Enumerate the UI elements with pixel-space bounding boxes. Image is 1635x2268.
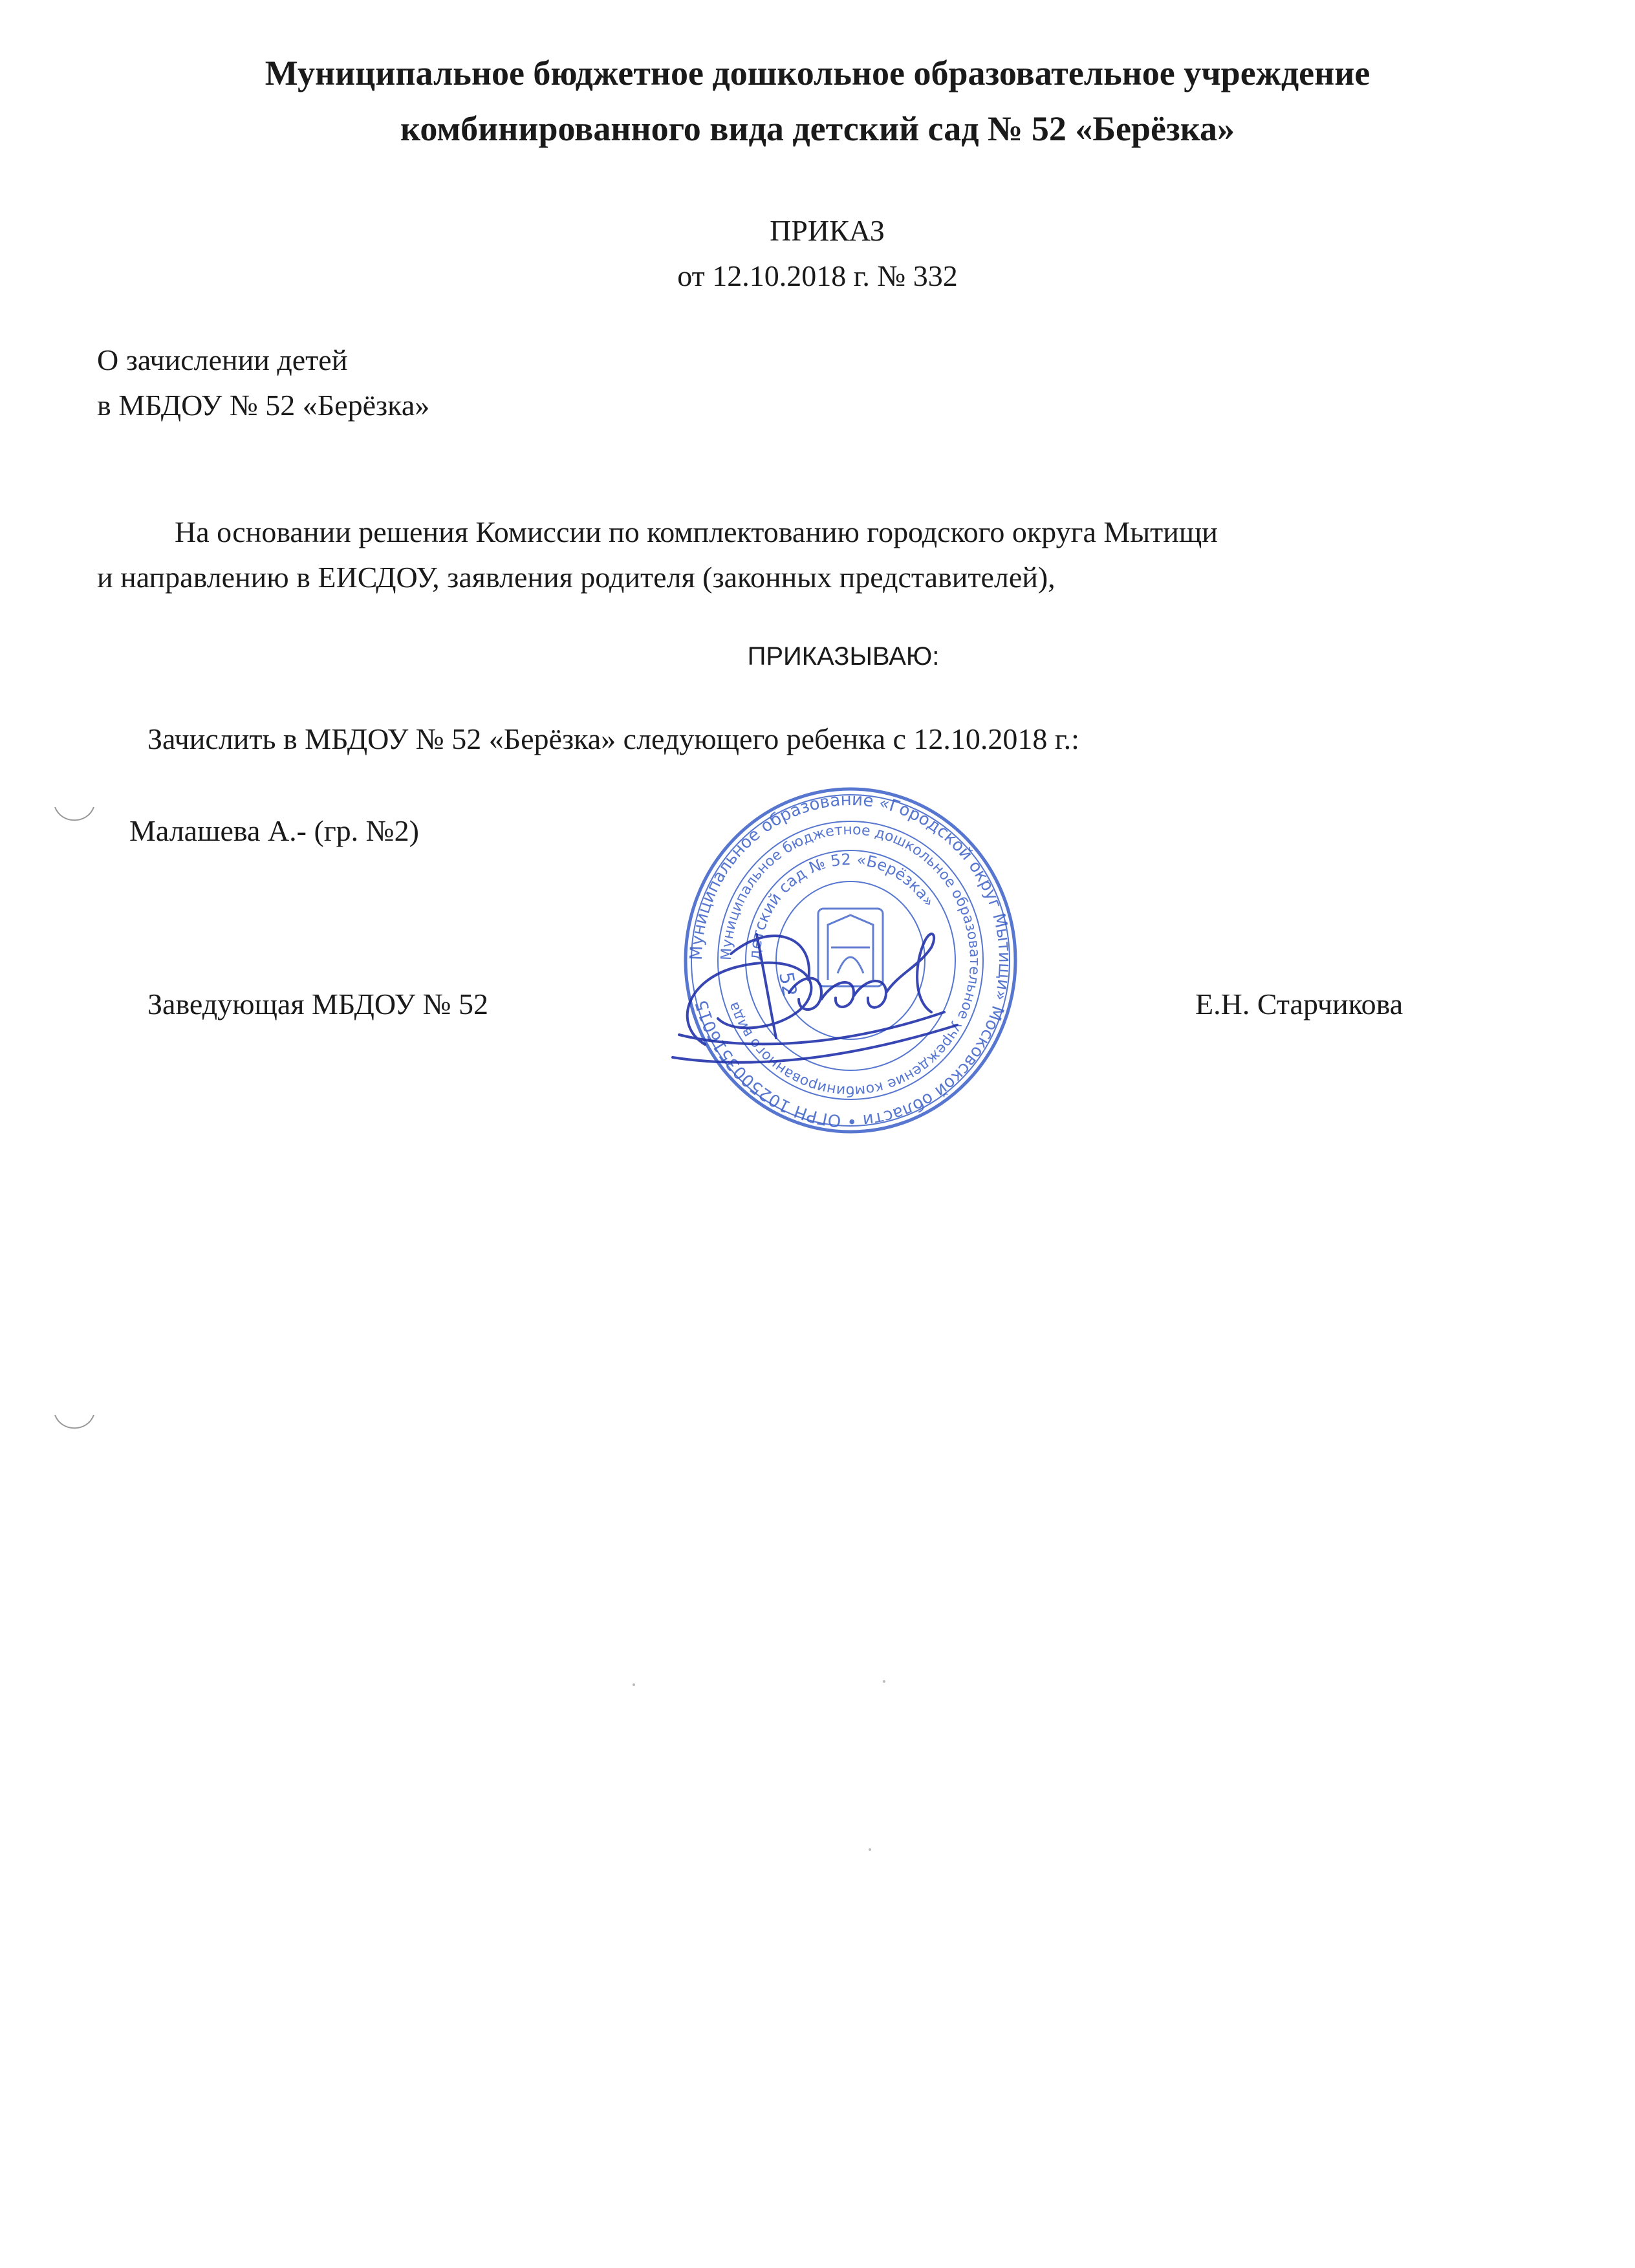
- order-title: ПРИКАЗ: [770, 214, 885, 247]
- enrolled-child: Малашева А.- (гр. №2): [129, 814, 419, 847]
- order-subject-line2: в МБДОУ № 52 «Берёзка»: [97, 389, 430, 422]
- organization-name-line1: Муниципальное бюджетное дошкольное образовательное учреждение: [265, 54, 1370, 92]
- organization-name-line2: комбинированного вида детский сад № 52 «Берёзка»: [400, 109, 1235, 148]
- signatory-position: Заведующая МБДОУ № 52: [147, 988, 489, 1021]
- order-subject: [97, 338, 429, 428]
- punch-hole-mark: [52, 802, 97, 828]
- order-number-date: от 12.10.2018 г. № 332: [677, 259, 958, 292]
- scan-speck: [881, 1678, 887, 1685]
- scan-speck: [631, 1681, 637, 1688]
- stamp-middle-text: Муниципальное бюджетное дошкольное образовательное учреждение комбинированного вида: [718, 821, 983, 1099]
- order-subject-line1: О зачислении детей: [97, 343, 348, 376]
- enroll-statement: Зачислить в МБДОУ № 52 «Берёзка» следующего ребенка с 12.10.2018 г.:: [147, 722, 1079, 755]
- punch-hole-mark: [52, 1410, 97, 1436]
- order-basis-line1: На основании решения Комиссии по комплектованию городского округа Мытищи: [175, 515, 1218, 548]
- signatory-name: Е.Н. Старчикова: [1195, 988, 1403, 1021]
- order-header: [0, 208, 1635, 299]
- stamp-outer-text: Муниципальное образование «Городской округ Мытищи» Московской области • ОГРН 1025003516015: [686, 790, 1015, 1131]
- stamp-inner-text: детский сад № 52 «Берёзка»: [745, 850, 938, 961]
- organization-name: [0, 45, 1635, 157]
- order-basis: [97, 510, 1218, 600]
- scan-speck: [867, 1846, 873, 1853]
- handwritten-signature: [660, 896, 970, 1083]
- decree-word: ПРИКАЗЫВАЮ:: [747, 642, 940, 671]
- svg-text:52: 52: [774, 970, 801, 999]
- order-basis-line2: и направлению в ЕИСДОУ, заявления родителя (законных представителей),: [97, 561, 1056, 594]
